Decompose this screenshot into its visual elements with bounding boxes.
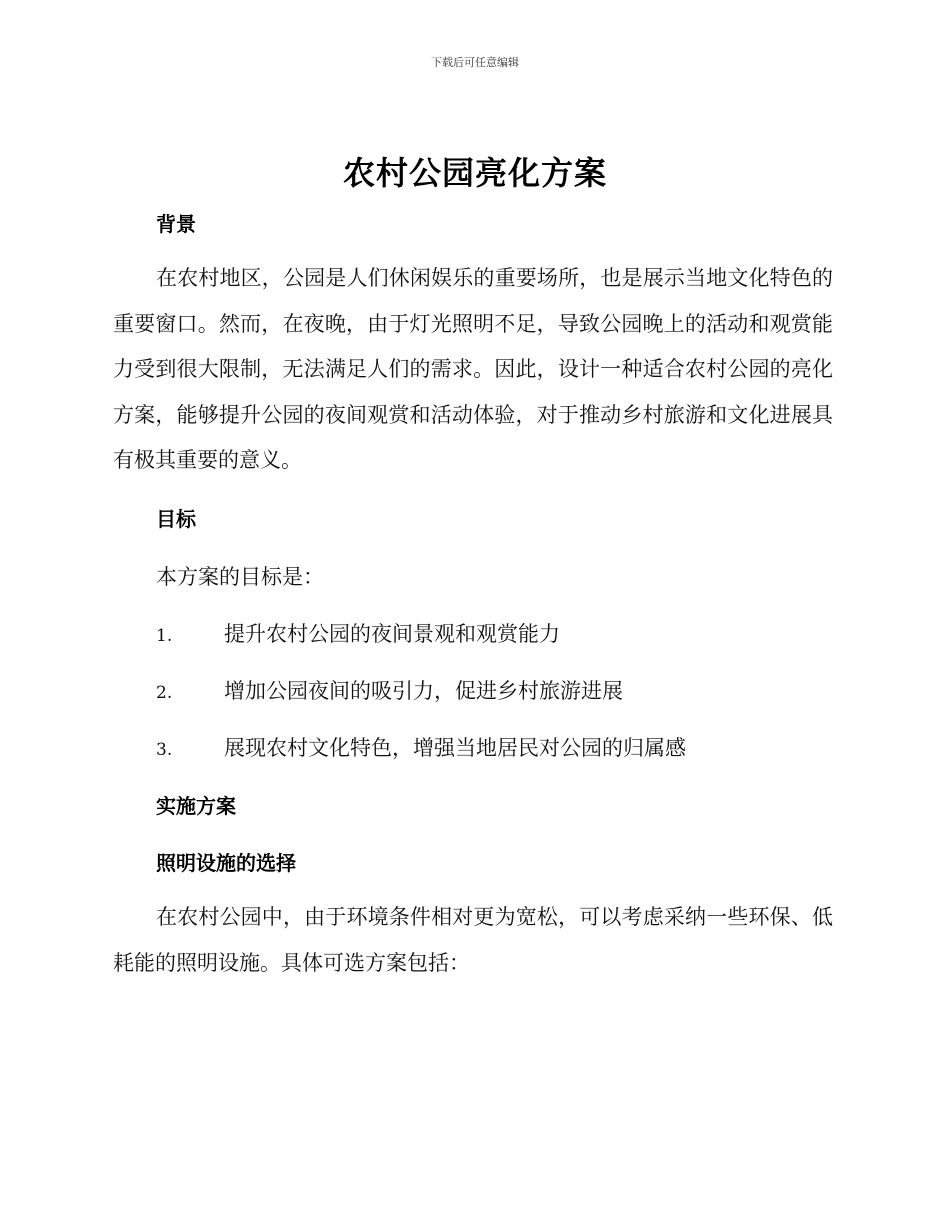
goals-intro: 本方案的目标是：: [156, 565, 324, 589]
implementation-paragraph: 在农村公园中，由于环境条件相对更为宽松，可以考虑采纳一些环保、低耗能的照明设施。具体可选方案包括：: [113, 905, 833, 975]
list-item: [156, 675, 836, 705]
background-paragraph: 在农村地区，公园是人们休闲娱乐的重要场所，也是展示当地文化特色的重要窗口。然而，在夜晚，由于灯光照明不足，导致公园晚上的活动和观赏能力受到很大限制，无法满足人们的需求。因此，设计一种适合农村公园的亮化方案，能够提升公园的夜间观赏和活动体验，对于推动乡村旅游和文化进展具有极其重要的意义。: [113, 266, 833, 472]
list-item-number: 3.: [156, 740, 173, 760]
page-title: 农村公园亮化方案: [342, 154, 607, 192]
list-item-text: 展现农村文化特色，增强当地居民对公园的归属感: [224, 736, 686, 760]
header-note: 下载后可任意编辑: [431, 56, 519, 69]
list-item: [156, 732, 836, 762]
list-item-number: 1.: [156, 626, 173, 646]
list-item-text: 提升农村公园的夜间景观和观赏能力: [224, 622, 560, 646]
list-item-number: 2.: [156, 683, 173, 703]
section-heading-background: 背景: [156, 212, 196, 236]
list-item: [156, 618, 836, 648]
list-item-text: 增加公园夜间的吸引力，促进乡村旅游进展: [224, 679, 623, 703]
subheading-lighting-selection: 照明设施的选择: [156, 851, 296, 875]
section-heading-implementation: 实施方案: [156, 794, 236, 818]
section-heading-goals: 目标: [156, 507, 196, 531]
